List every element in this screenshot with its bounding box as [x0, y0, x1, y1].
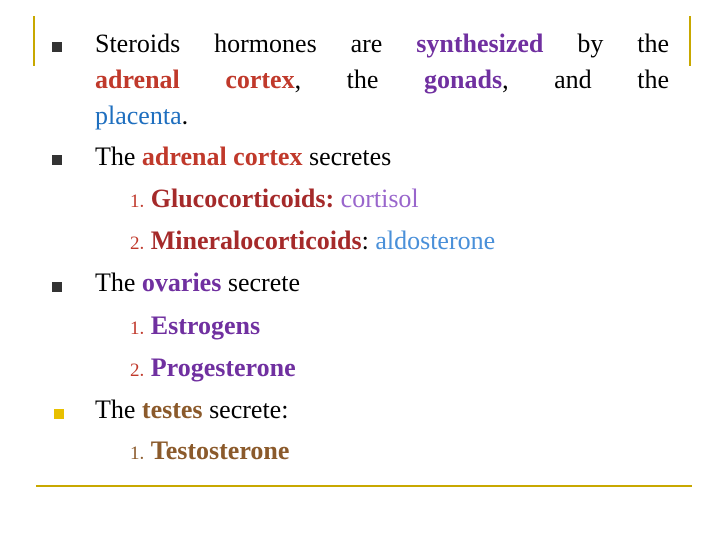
paragraph-3-line: [95, 268, 300, 298]
sub-item-number: 2.: [130, 233, 145, 254]
text-span: The: [95, 142, 136, 171]
term-glucocorticoids: Glucocorticoids:: [150, 184, 335, 213]
sub-item-glucocorticoids: [130, 184, 419, 217]
sub-item-estrogens: [130, 311, 260, 344]
sub-item-number: 1.: [130, 191, 145, 212]
term-aldosterone: aldosterone: [375, 226, 496, 255]
sub-item-number: 1.: [130, 443, 145, 464]
text-span: secrete: [227, 268, 301, 297]
square-bullet-icon: [52, 42, 62, 52]
term-adrenal-cortex: adrenal cortex: [95, 65, 295, 94]
term-ovaries: ovaries: [141, 268, 222, 297]
term-estrogens: Estrogens: [150, 311, 261, 340]
square-bullet-icon: [52, 155, 62, 165]
term-testosterone: Testosterone: [150, 436, 290, 465]
sub-item-mineralocorticoids: [130, 226, 495, 259]
frame-bottom-line: [36, 485, 692, 487]
paragraph-1-line-2: [95, 65, 669, 95]
text-span: , the: [294, 65, 379, 94]
square-bullet-icon: [52, 282, 62, 292]
text-span: .: [181, 101, 189, 130]
sub-item-testosterone: [130, 436, 289, 469]
text-span: by the: [577, 29, 669, 58]
term-cortisol: cortisol: [340, 184, 419, 213]
text-span: The: [95, 395, 136, 424]
sub-item-number: 2.: [130, 360, 145, 381]
text-span: :: [361, 226, 369, 255]
paragraph-4-line: [95, 395, 288, 425]
paragraph-2-line: [95, 142, 391, 172]
sub-item-progesterone: [130, 353, 296, 386]
square-bullet-icon: [54, 409, 64, 419]
sub-item-number: 1.: [130, 318, 145, 339]
text-span: The: [95, 268, 136, 297]
term-testes: testes: [141, 395, 203, 424]
term-placenta: placenta: [95, 101, 182, 130]
term-adrenal-cortex: adrenal cortex: [141, 142, 303, 171]
text-span: secretes: [308, 142, 392, 171]
term-mineralocorticoids: Mineralocorticoids: [150, 226, 362, 255]
text-span: , and the: [502, 65, 670, 94]
term-gonads: gonads: [424, 65, 503, 94]
term-progesterone: Progesterone: [150, 353, 296, 382]
paragraph-1-line-1: [95, 29, 669, 59]
text-span: secrete:: [209, 395, 289, 424]
paragraph-1-line-3: [95, 101, 188, 131]
text-span: Steroids hormones are: [95, 29, 383, 58]
term-synthesized: synthesized: [416, 29, 544, 58]
